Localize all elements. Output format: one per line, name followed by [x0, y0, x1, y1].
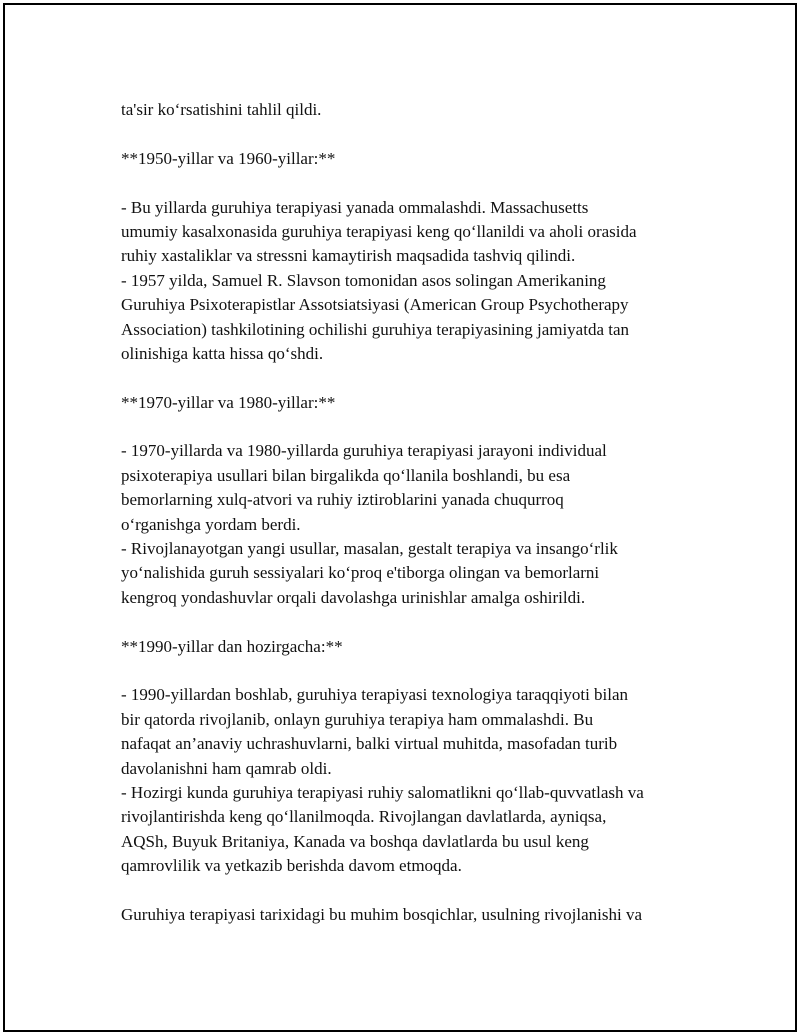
- text-line: kengroq yondashuvlar orqali davolashga urinishlar amalga oshirildi.: [121, 587, 586, 607]
- text-line: AQSh, Buyuk Britaniya, Kanada va boshqa davlatlarda bu usul keng: [121, 831, 589, 851]
- text-line: qamrovlilik va yetkazib berishda davom etmoqda.: [121, 856, 462, 876]
- text-line: nafaqat an’anaviy uchrashuvlarni, balki virtual muhitda, masofadan turib: [121, 734, 618, 754]
- paragraph-gap: [121, 366, 721, 390]
- paragraph: [121, 98, 721, 122]
- text-line: ta'sir ko‘rsatishini tahlil qildi.: [121, 100, 322, 119]
- text-line: yo‘nalishida guruh sessiyalari ko‘proq e'tiborga olingan va bemorlarni: [121, 563, 600, 583]
- paragraph-gap: [121, 415, 721, 439]
- paragraph: [121, 683, 721, 878]
- text-line: - Rivojlanayotgan yangi usullar, masalan, gestalt terapiya va insango‘rlik: [121, 539, 618, 559]
- paragraph: [121, 147, 721, 171]
- text-line: bemorlarning xulq-atvori va ruhiy iztiroblarini yanada chuqurroq: [121, 490, 564, 510]
- paragraph: [121, 391, 721, 415]
- text-line: - 1990-yillardan boshlab, guruhiya terapiyasi texnologiya taraqqiyoti bilan: [121, 685, 629, 705]
- text-line: olinishiga katta hissa qo‘shdi.: [121, 343, 324, 363]
- document-body: [121, 98, 721, 927]
- paragraph: [121, 196, 721, 367]
- text-line: bir qatorda rivojlanib, onlayn guruhiya terapiya ham ommalashdi. Bu: [121, 709, 594, 729]
- text-line: psixoterapiya usullari bilan birgalikda qo‘llanila boshlandi, bu esa: [121, 465, 571, 485]
- text-line: - 1957 yilda, Samuel R. Slavson tomonidan asos solingan Amerikaning: [121, 270, 606, 290]
- text-line: **1970-yillar va 1980-yillar:**: [121, 392, 336, 412]
- text-line: **1990-yillar dan hozirgacha:**: [121, 636, 343, 656]
- paragraph-gap: [121, 879, 721, 903]
- document-page: [3, 3, 797, 1032]
- text-line: - Hozirgi kunda guruhiya terapiyasi ruhiy salomatlikni qo‘llab-quvvatlash va: [121, 782, 644, 802]
- text-line: Association) tashkilotining ochilishi guruhiya terapiyasining jamiyatda tan: [121, 319, 630, 339]
- paragraph-gap: [121, 659, 721, 683]
- text-line: umumiy kasalxonasida guruhiya terapiyasi keng qo‘llanildi va aholi orasida: [121, 221, 637, 241]
- paragraph-gap: [121, 610, 721, 634]
- text-line: rivojlantirishda keng qo‘llanilmoqda. Rivojlangan davlatlarda, ayniqsa,: [121, 807, 607, 827]
- paragraph: [121, 903, 721, 927]
- text-line: Guruhiya terapiyasi tarixidagi bu muhim bosqichlar, usulning rivojlanishi va: [121, 904, 643, 924]
- text-line: davolanishni ham qamrab oldi.: [121, 758, 332, 778]
- paragraph: [121, 635, 721, 659]
- text-line: **1950-yillar va 1960-yillar:**: [121, 148, 336, 168]
- paragraph-gap: [121, 171, 721, 195]
- paragraph: [121, 439, 721, 610]
- text-line: Guruhiya Psixoterapistlar Assotsiatsiyasi (American Group Psychotherapy: [121, 295, 629, 315]
- text-line: ruhiy xastaliklar va stressni kamaytirish maqsadida tashviq qilindi.: [121, 246, 576, 266]
- paragraph-gap: [121, 122, 721, 146]
- text-line: o‘rganishga yordam berdi.: [121, 514, 301, 534]
- text-line: - 1970-yillarda va 1980-yillarda guruhiya terapiyasi jarayoni individual: [121, 441, 607, 461]
- text-line: - Bu yillarda guruhiya terapiyasi yanada ommalashdi. Massachusetts: [121, 197, 589, 217]
